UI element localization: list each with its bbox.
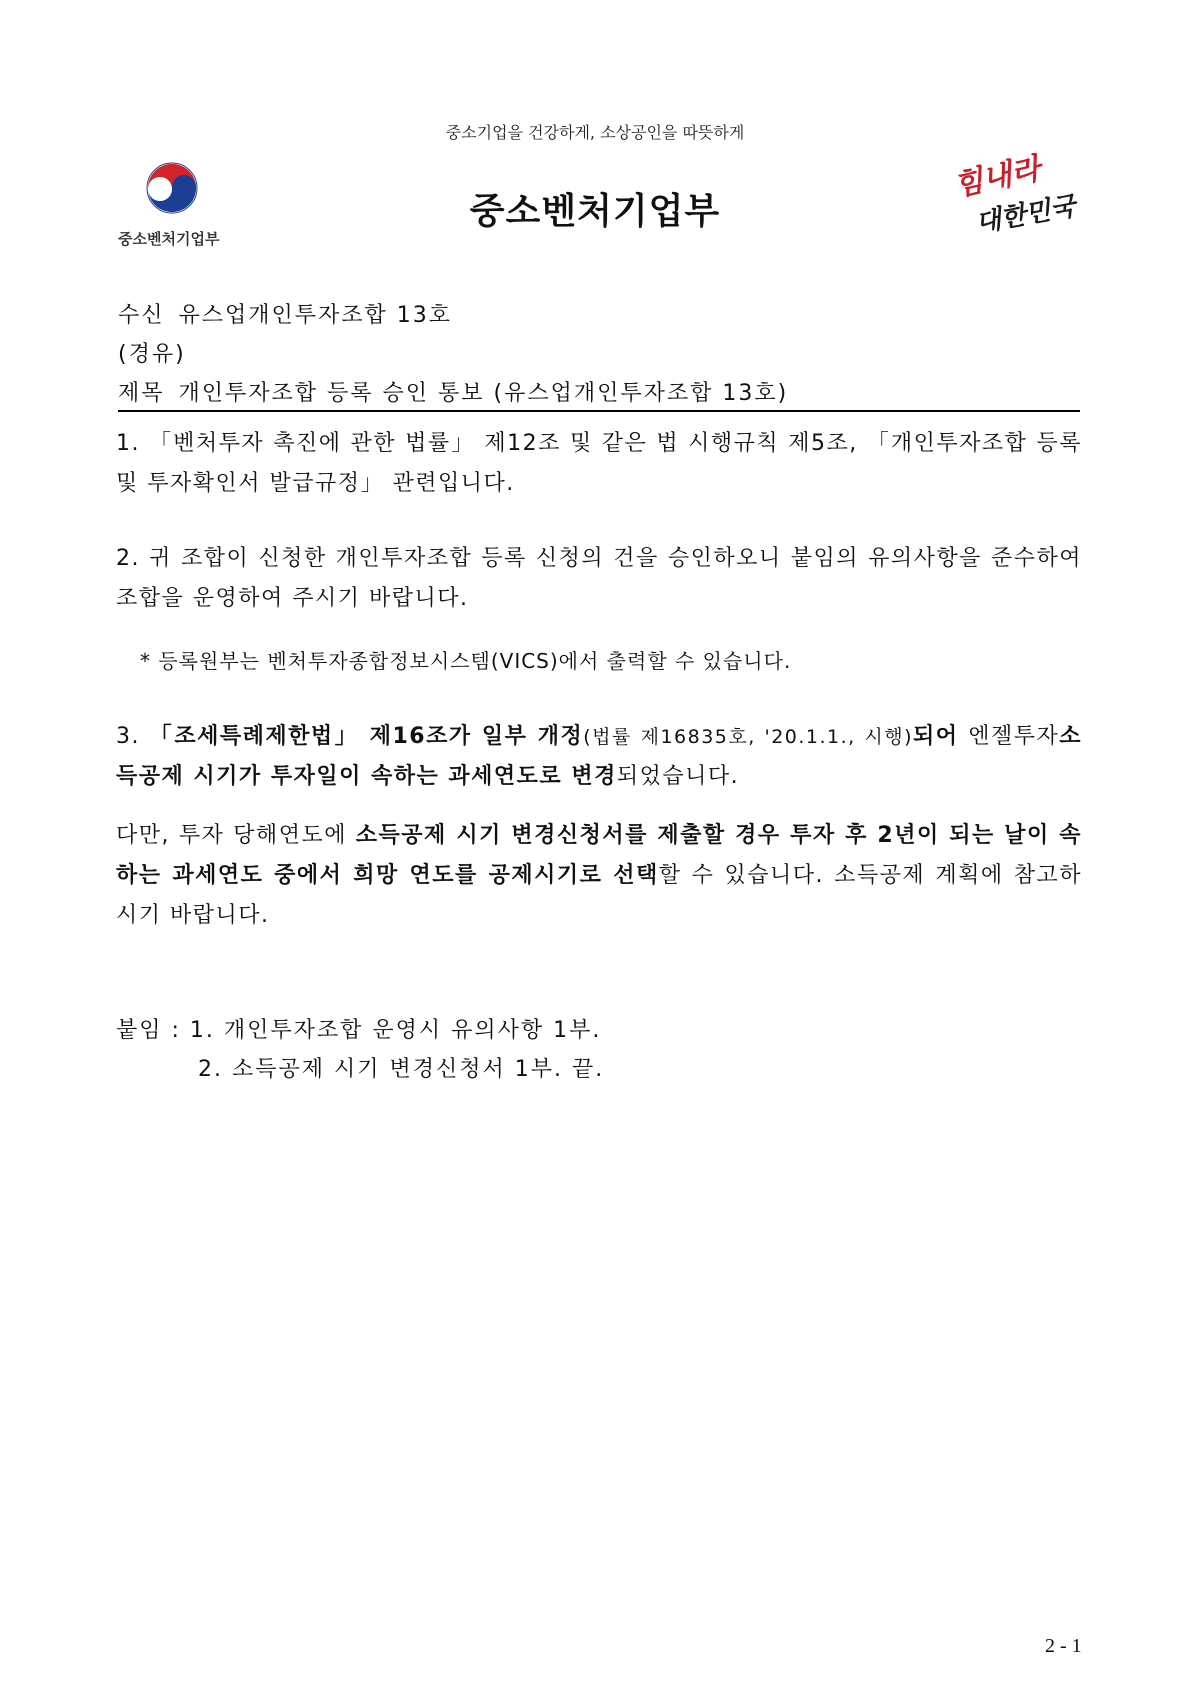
p3-text-4: 되었습니다. xyxy=(616,764,740,789)
header-slogan: 중소기업을 건강하게, 소상공인을 따뜻하게 xyxy=(445,123,745,142)
page-number: 2 - 1 xyxy=(1045,1635,1082,1657)
recipient-value: 유스업개인투자조합 13호 xyxy=(178,303,453,328)
logo-text: 중소벤처기업부 xyxy=(118,230,220,248)
vics-note: * 등록원부는 벤처투자종합정보시스템(VICS)에서 출력할 수 있습니다. xyxy=(140,649,792,673)
p3-text-3: 엔젤투자 xyxy=(958,724,1060,749)
p3-bold-2: 되어 xyxy=(913,724,959,749)
p4-text-1: 다만, 투자 당해연도에 xyxy=(116,823,356,848)
attachment-item-2: 2. 소득공제 시기 변경신청서 1부. 끝. xyxy=(198,1057,605,1082)
attachment-item-1: 1. 개인투자조합 운영시 유의사항 1부. xyxy=(189,1018,602,1043)
header-divider xyxy=(118,410,1080,412)
campaign-calligraphy-logo xyxy=(945,151,1078,262)
p3-bold-1: 「조세특례제한법」 제16조가 일부 개정 xyxy=(149,724,584,749)
paragraph-1: 1. 「벤처투자 촉진에 관한 법률」 제12조 및 같은 법 시행규칙 제5조, 「개인투자조합 등록 및 투자확인서 발급규정」 관련입니다. xyxy=(116,431,1082,496)
p4-text-2: 할 수 있습니다. 소득공제 계획에 참고하시기 바랍니다. xyxy=(116,863,1083,928)
recipient-line xyxy=(118,298,452,329)
p3-text-2: (법률 제16835호, '20.1.1., 시행) xyxy=(583,726,914,748)
campaign-line2: 대한민국 xyxy=(973,191,1078,239)
paragraph-3 xyxy=(116,717,1082,797)
recipient-label: 수신 xyxy=(118,303,165,328)
campaign-line1: 힘내라 xyxy=(951,151,1044,204)
p3-bold-3: 소득공제 시기가 투자일이 속하는 과세연도로 변경 xyxy=(116,724,1082,789)
subject-label: 제목 xyxy=(118,381,165,406)
subject-value: 개인투자조합 등록 승인 통보 (유스업개인투자조합 13호) xyxy=(178,381,789,406)
via-line: (경유) xyxy=(118,342,186,367)
page-title: 중소벤처기업부 xyxy=(469,191,721,232)
p4-bold-1: 소득공제 시기 변경신청서를 제출할 경우 투자 후 2년이 되는 날이 속하는 과세연도 중에서 희망 연도를 공제시기로 선택 xyxy=(116,823,1082,888)
p3-text-1: 3. xyxy=(116,724,150,749)
paragraph-2: 2. 귀 조합이 신청한 개인투자조합 등록 신청의 건을 승인하오니 붙임의 유의사항을 준수하여 조합을 운영하여 주시기 바랍니다. xyxy=(116,546,1082,611)
subject-line xyxy=(118,376,788,407)
attachment-line-1 xyxy=(116,1013,601,1044)
paragraph-4 xyxy=(116,816,1082,936)
attachment-label: 붙임 : xyxy=(116,1018,190,1043)
